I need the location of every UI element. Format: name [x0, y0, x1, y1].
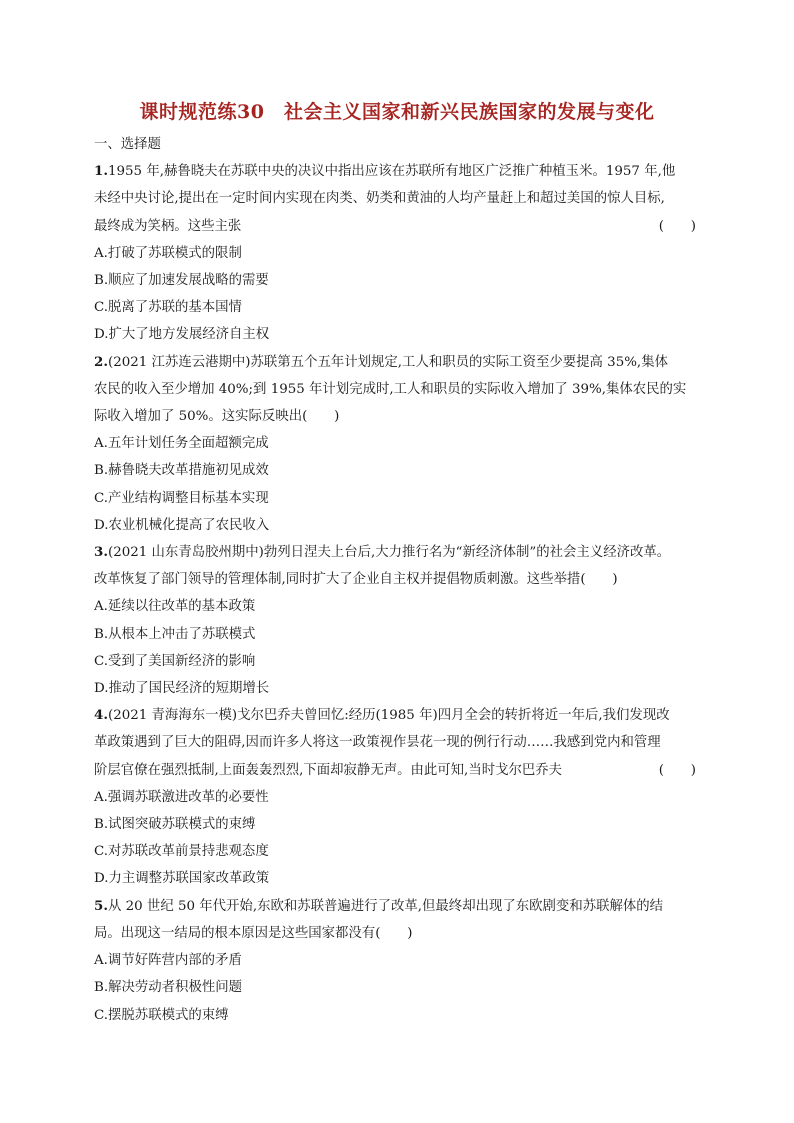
question-5-line-2: 局。出现这一结局的根本原因是这些国家都没有( )	[94, 925, 413, 941]
question-4-option-c: C.对苏联改革前景持悲观态度	[94, 844, 269, 860]
question-4-line-1: 4.(2021 青海海东一模)戈尔巴乔夫曾回忆:经历(1985 年)四月全会的转折将近一年后,我们发现改	[94, 707, 670, 724]
question-3-option-c: C.受到了美国新经济的影响	[94, 653, 256, 669]
question-3-option-b: B.从根本上冲击了苏联模式	[94, 626, 256, 642]
question-4-option-d: D.力主调整苏联国家改革政策	[94, 871, 270, 887]
question-2-line-3: 际收入增加了 50%。这实际反映出( )	[94, 409, 340, 425]
question-4-option-a: A.强调苏联激进改革的必要性	[94, 789, 269, 805]
question-2-option-c: C.产业结构调整目标基本实现	[94, 490, 269, 506]
question-3-line-1: 3.(2021 山东青岛胶州期中)勃列日涅夫上台后,大力推行名为“新经济体制”的社会主义经济改革。	[94, 544, 671, 561]
question-5-option-a: A.调节好阵营内部的矛盾	[94, 953, 242, 969]
question-4	[94, 702, 706, 892]
question-2-option-a: A.五年计划任务全面超额完成	[94, 436, 269, 452]
question-4-line-3: 阶层官僚在强烈抵制,上面轰轰烈烈,下面却寂静无声。由此可知,当时戈尔巴乔夫 ( )	[94, 757, 706, 784]
question-1-option-c: C.脱离了苏联的基本国情	[94, 300, 242, 316]
question-5-option-c: C.摆脱苏联模式的束缚	[94, 1007, 229, 1023]
question-5-number: 5.	[94, 897, 108, 914]
answer-blank: ( )	[658, 762, 696, 778]
question-list	[94, 131, 706, 1029]
question-3-line-2: 改革恢复了部门领导的管理体制,同时扩大了企业自主权并提倡物质刺激。这些举措( )	[94, 572, 618, 588]
question-1-line-1: 1.1955 年,赫鲁晓夫在苏联中央的决议中指出应该在苏联所有地区广泛推广种植玉米。1957 年,他	[94, 163, 676, 180]
question-1-line-2: 未经中央讨论,提出在一定时间内实现在肉类、奶类和黄油的人均产量赶上和超过美国的惊人目标,	[94, 191, 665, 207]
question-5	[94, 893, 706, 1029]
question-1-option-d: D.扩大了地方发展经济自主权	[94, 327, 270, 343]
question-1-option-a: A.打破了苏联模式的限制	[94, 245, 242, 261]
section-heading: 一、选择题	[94, 137, 161, 152]
question-2-option-b: B.赫鲁晓夫改革措施初见成效	[94, 463, 269, 479]
question-1-line-3: 最终成为笑柄。这些主张 ( )	[94, 213, 706, 240]
question-2-line-2: 农民的收入至少增加 40%;到 1955 年计划完成时,工人和职员的实际收入增加了 39%,集体农民的实	[94, 381, 687, 397]
question-4-option-b: B.试图突破苏联模式的束缚	[94, 817, 256, 833]
question-3	[94, 539, 706, 702]
question-4-number: 4.	[94, 707, 108, 724]
question-3-number: 3.	[94, 544, 108, 561]
question-3-option-a: A.延续以往改革的基本政策	[94, 599, 256, 615]
question-5-option-b: B.解决劳动者积极性问题	[94, 980, 243, 996]
question-2	[94, 349, 706, 539]
question-2-line-1: 2.(2021 江苏连云港期中)苏联第五个五年计划规定,工人和职员的实际工资至少要提高 35%,集体	[94, 353, 668, 370]
page-title: 课时规范练30 社会主义国家和新兴民族国家的发展与变化	[139, 101, 655, 123]
question-5-line-1: 5.从 20 世纪 50 年代开始,东欧和苏联普遍进行了改革,但最终却出现了东欧剧变和苏联解体的结	[94, 897, 664, 914]
question-1-option-b: B.顺应了加速发展战略的需要	[94, 273, 269, 289]
question-4-line-2: 革政策遇到了巨大的阻碍,因而许多人将这一政策视作昙花一现的例行行动……我感到党内和管理	[94, 735, 661, 751]
question-3-option-d: D.推动了国民经济的短期增长	[94, 681, 270, 697]
question-1-number: 1.	[94, 163, 108, 180]
question-2-option-d: D.农业机械化提高了农民收入	[94, 517, 270, 533]
question-2-number: 2.	[94, 353, 108, 370]
question-1	[94, 158, 706, 348]
answer-blank: ( )	[658, 218, 696, 234]
